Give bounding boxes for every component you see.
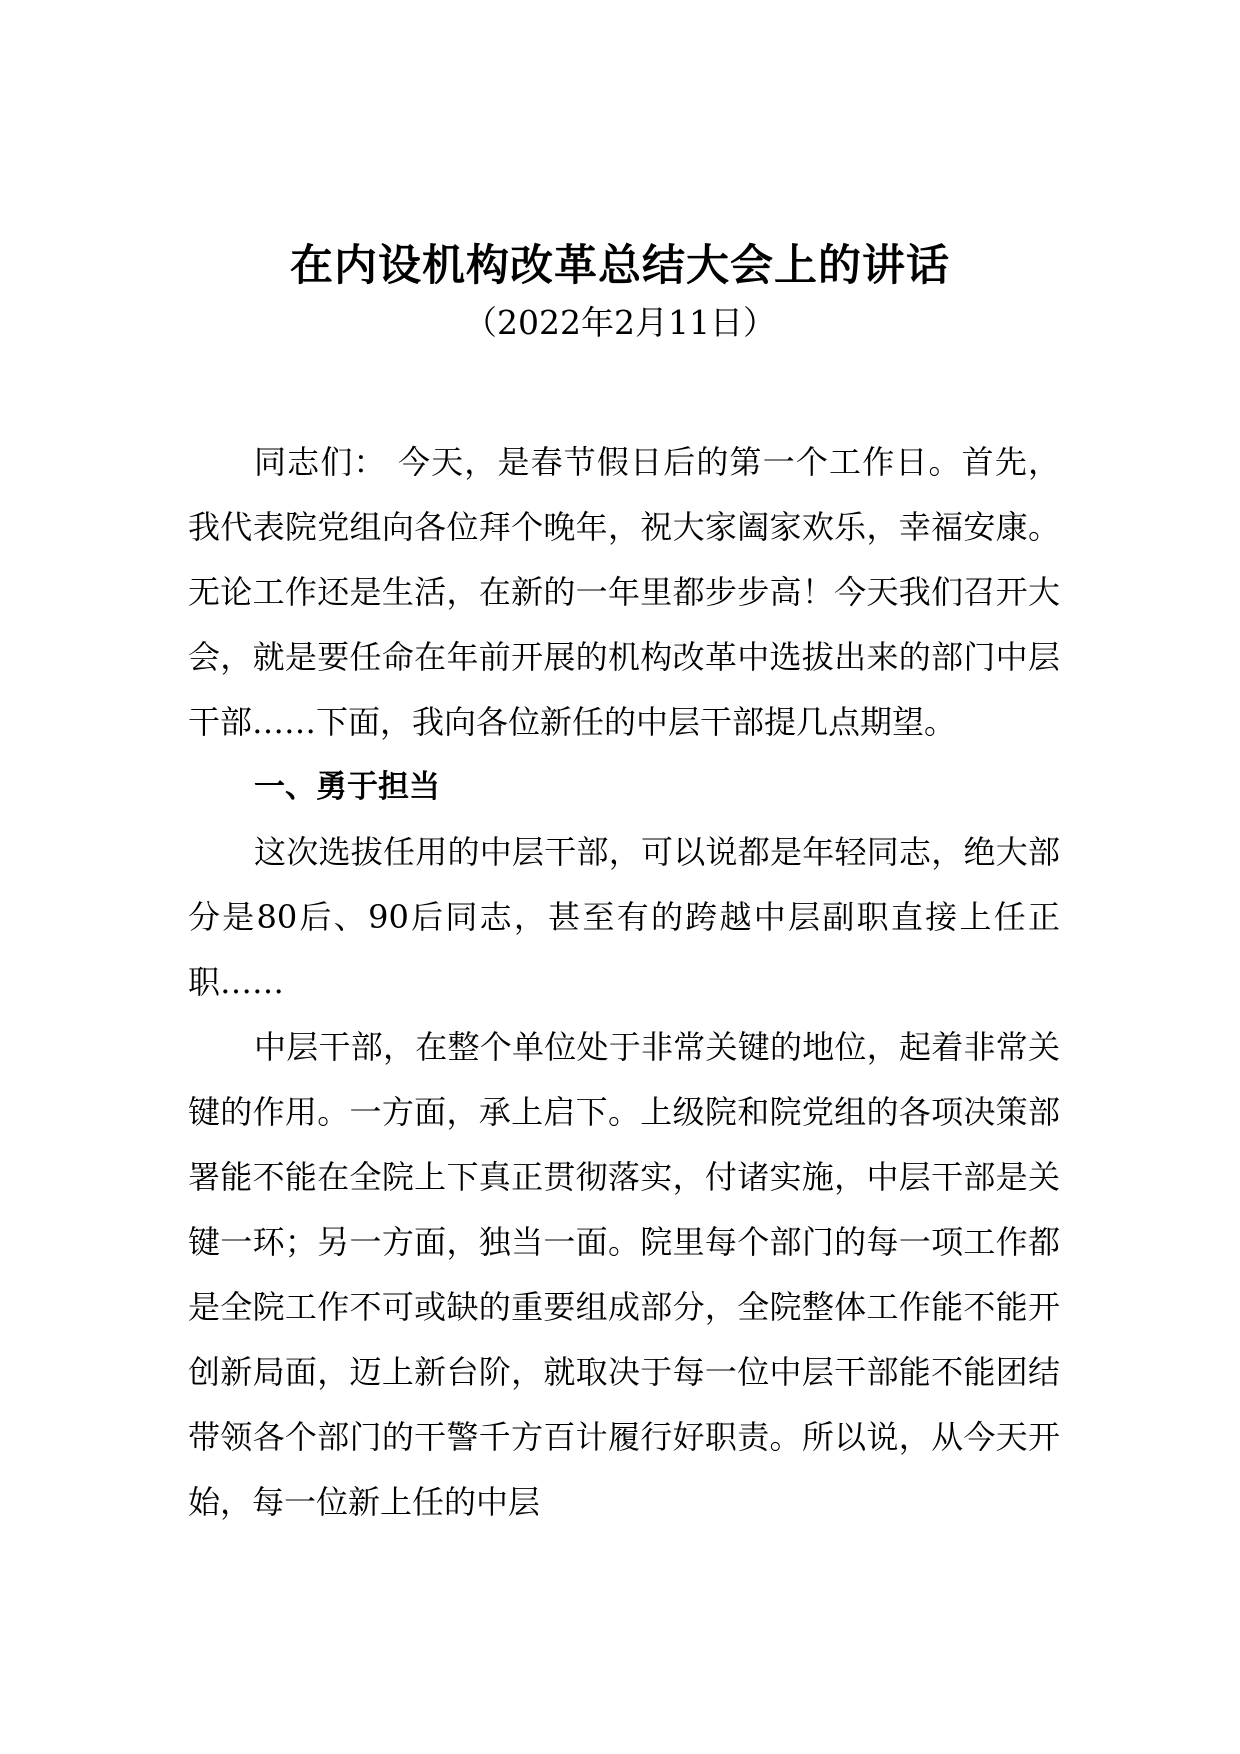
paragraph: 这次选拔任用的中层干部，可以说都是年轻同志，绝大部分是80后、90后同志，甚至有的跨越中层副职直接上任正职……: [188, 833, 1060, 1001]
document-body: [188, 430, 1060, 1535]
section-heading: 一、勇于担当: [254, 769, 440, 805]
document-date: （2022年2月11日）: [464, 303, 776, 342]
paragraph: 中层干部，在整个单位处于非常关键的地位，起着非常关键的作用。一方面，承上启下。上级院和院党组的各项决策部署能不能在全院上下真正贯彻落实，付诸实施，中层干部是关键一环；另一方面，独当一面。院里每个部门的每一项工作都是全院工作不可或缺的重要组成部分，全院整体工作能不能开创新局面，迈上新台阶，就取决于每一位中层干部能不能团结带领各个部门的干警千方百计履行好职责。所以说，从今天开始，每一位新上任的中层: [188, 1028, 1060, 1521]
document-title: 在内设机构改革总结大会上的讲话: [290, 241, 950, 291]
paragraph-opening: 同志们： 今天，是春节假日后的第一个工作日。首先，我代表院党组向各位拜个晚年，祝大家阖家欢乐，幸福安康。无论工作还是生活，在新的一年里都步步高！今天我们召开大会，就是要任命在年前开展的机构改革中选拔出来的部门中层干部……下面，我向各位新任的中层干部提几点期望。: [188, 443, 1060, 741]
